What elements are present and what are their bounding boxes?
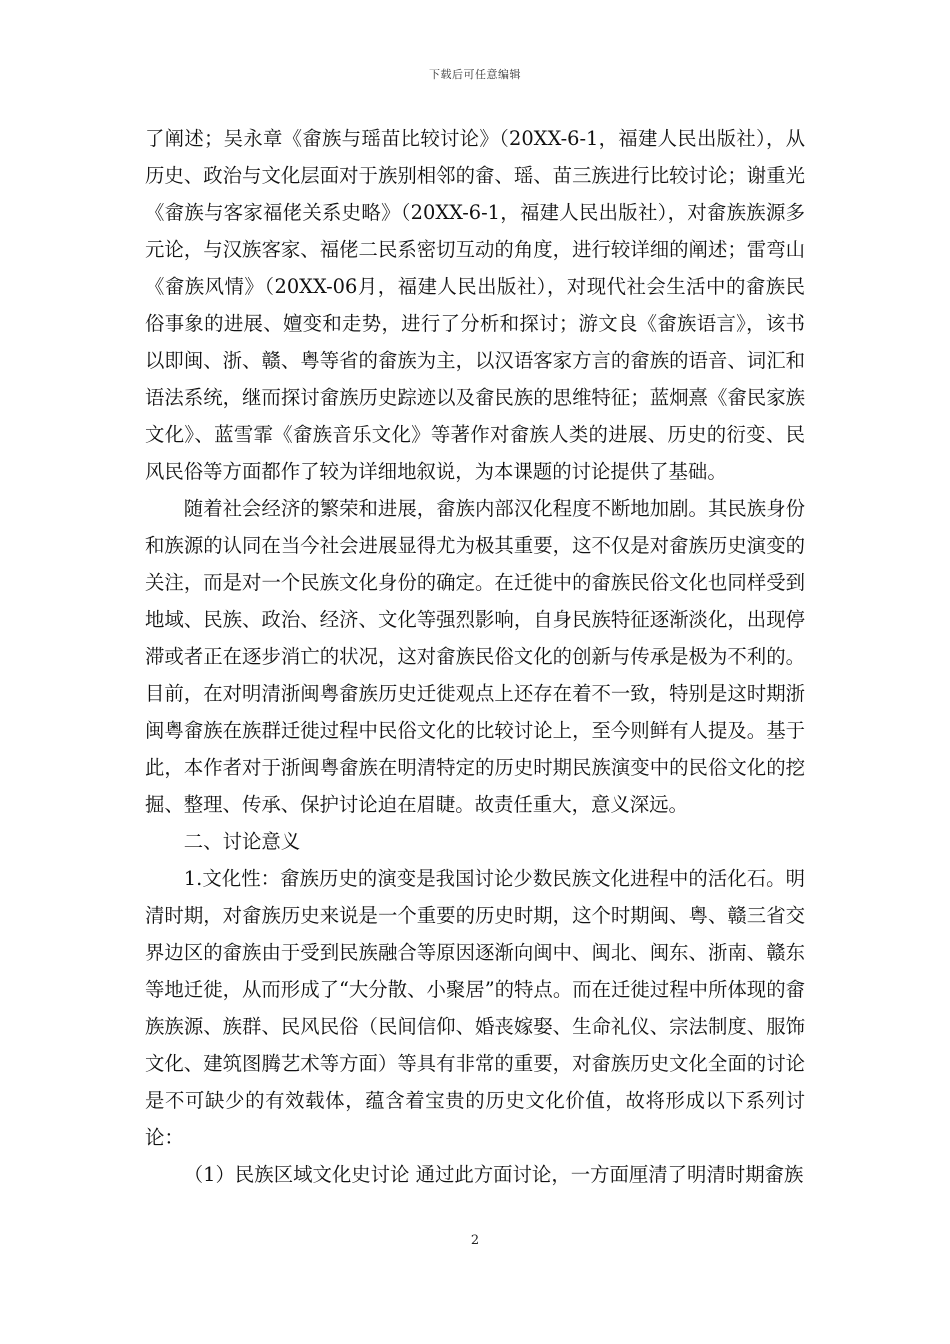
document-body (145, 120, 805, 1193)
paragraph-social-development: 随着社会经济的繁荣和进展，畲族内部汉化程度不断地加剧。其民族身份和族源的认同在当今社会进展显得尤为极其重要，这不仅是对畲族历史演变的关注，而是对一个民族文化身份的确定。在迁徙中的畲族民俗文化也同样受到地域、民族、政治、经济、文化等强烈影响，自身民族特征逐渐淡化，出现停滞或者正在逐步消亡的状况，这对畲族民俗文化的创新与传承是极为不利的。目前，在对明清浙闽粤畲族历史迁徙观点上还存在着不一致，特别是这时期浙闽粤畲族在族群迁徙过程中民俗文化的比较讨论上，至今则鲜有人提及。基于此，本作者对于浙闽粤畲族在明清特定的历史时期民族演变中的民俗文化的挖掘、整理、传承、保护讨论迫在眉睫。故责任重大，意义深远。 (145, 497, 805, 816)
paragraph-literature-review-continued: 了阐述；吴永章《畲族与瑶苗比较讨论》（20XX-6-1，福建人民出版社），从历史、政治与文化层面对于族别相邻的畲、瑶、苗三族进行比较讨论；谢重光《畲族与客家福佬关系史略》（20XX-6-1，福建人民出版社），对畲族族源多元论，与汉族客家、福佬二民系密切互动的角度，进行较详细的阐述；雷弯山《畲族风情》（20XX-06月，福建人民出版社），对现代社会生活中的畲族民俗事象的进展、嬗变和走势，进行了分析和探讨；游文良《畲族语言》，该书以即闽、浙、赣、粤等省的畲族为主，以汉语客家方言的畲族的语音、词汇和语法系统，继而探讨畲族历史踪迹以及畲民族的思维特征；蓝炯熹《畲民家族文化》、蓝雪霏《畲族音乐文化》等著作对畲族人类的进展、历史的衍变、民风民俗等方面都作了较为详细地叙说，为本课题的讨论提供了基础。 (145, 127, 805, 483)
paragraph-regional-history: （1）民族区域文化史讨论 通过此方面讨论，一方面厘清了明清时期畲族 (183, 1163, 804, 1186)
page-header: 下载后可任意编辑 (429, 68, 521, 81)
section-heading-significance: 二、讨论意义 (183, 830, 301, 853)
paragraph-cultural-significance: 1.文化性：畲族历史的演变是我国讨论少数民族文化进程中的活化石。明清时期，对畲族历史来说是一个重要的历史时期，这个时期闽、粤、赣三省交界边区的畲族由于受到民族融合等原因逐渐向闽中、闽北、闽东、浙南、赣东等地迁徙，从而形成了“大分散、小聚居”的特点。而在迁徙过程中所体现的畲族族源、族群、民风民俗（民间信仰、婚丧嫁娶、生命礼仪、宗法制度、服饰文化、建筑图腾艺术等方面）等具有非常的重要，对畲族历史文化全面的讨论是不可缺少的有效载体，蕴含着宝贵的历史文化价值，故将形成以下系列讨论： (145, 867, 805, 1149)
page-number: 2 (470, 1233, 480, 1248)
